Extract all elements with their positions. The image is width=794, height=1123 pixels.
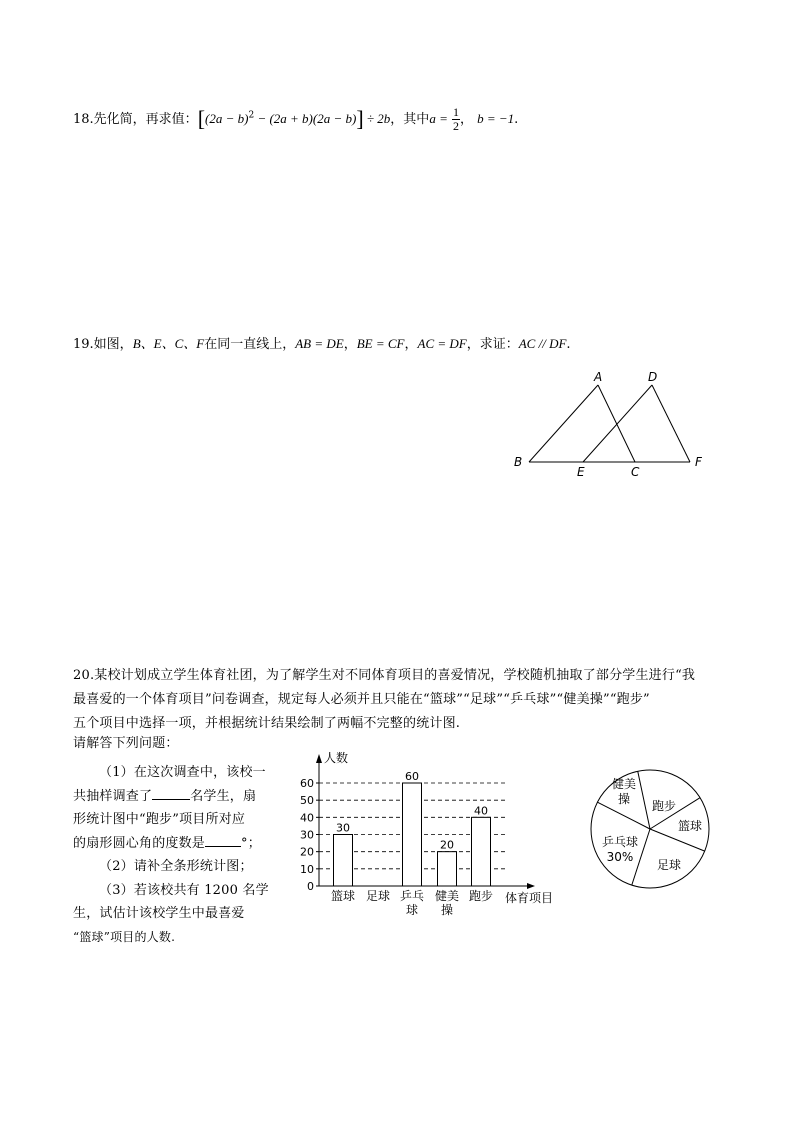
bar-value-label: 60 [405,770,419,783]
q18-prefix: 18.先化简，再求值： [73,112,198,127]
q18-expr-b: − (2a + b)(2a − b) [254,111,357,126]
bar-value-label: 40 [474,804,488,818]
x-axis-arrow [527,883,535,889]
slice-label: 足球 [656,858,682,872]
q18-a-eq: a = [429,111,448,126]
q20-part-1d: 的扇形圆心角的度数是 °； [73,835,261,851]
q20-intro-line-2: 最喜爱的一个体育项目”问卷调查，规定每人必须并且只能在“篮球”“足球”“乒乓球”“健美操”“跑步” [73,692,650,707]
q18-fraction: $\frac{1}{2}$ [452,105,459,133]
segment-df [652,385,690,462]
q20-intro-line-1: 20.某校计划成立学生体育社团，为了解学生对不同体育项目的喜爱情况，学校随机抽取了部分学生进行“我 [73,668,696,683]
q19-prefix: 19.如图， [73,337,133,352]
y-axis-title: 人数 [324,751,349,765]
label-e: E [577,465,585,479]
bar [472,817,491,886]
y-tick-label: 40 [300,811,314,825]
q18-expr-a: (2a − b) [205,111,249,126]
segment-de [583,385,652,462]
slice-label: 健美 [611,777,637,791]
q20-part-3a: （3）若该校共有 1200 名学 [99,882,269,898]
q19-points: B、E、C、F [132,336,205,351]
slice-label: 30% [606,850,634,864]
q18-division: ÷ 2b [363,111,391,126]
bar-value-label: 20 [440,838,454,852]
label-a: A [594,370,603,384]
q19-goal: AC // DF [518,336,567,351]
pie-chart [583,766,718,901]
label-f: F [695,455,702,469]
category-label: 足球 [365,889,391,903]
q18-b-eq: b = −1 [477,111,515,126]
slice-label: 篮球 [677,819,703,833]
bar-chart [290,748,565,923]
q19-cond-3: AC = DF [417,336,467,351]
label-d: D [648,370,658,384]
category-label: 操 [440,903,454,917]
slice-label: 操 [617,792,631,806]
y-tick-label: 30 [300,828,314,842]
q20-part-3c: “篮球”项目的人数. [73,929,176,944]
q20-instruction: 请解答下列问题： [73,736,179,751]
answer-blank-total[interactable] [152,799,190,800]
q19-cond-1: AB = DE [295,336,344,351]
bar [403,783,422,886]
bar [334,835,353,887]
category-label: 球 [405,903,419,917]
y-axis-arrow [316,754,322,763]
y-tick-label: 10 [300,862,314,876]
slice-label: 跑步 [651,799,677,813]
y-tick-label: 20 [300,845,314,859]
bar [438,852,457,886]
q20-part-1a: （1）在这次调查中，该校一 [99,765,266,780]
category-label: 跑步 [468,889,494,903]
q20-part-1c: 形统计图中“跑步”项目所对应 [73,812,246,827]
question-20-intro [73,664,743,756]
question-20-parts [73,761,288,949]
bar-value-label: 30 [336,821,350,835]
q19-cond-2: BE = CF [356,336,405,351]
y-tick-label: 50 [300,794,314,808]
segment-ab [529,385,598,462]
q18-square: 2 [248,110,255,121]
q20-intro-line-3: 五个项目中选择一项，并根据统计结果绘制了两幅不完整的统计图. [73,716,461,731]
slice-label: 乒乓球 [601,835,639,849]
question-19: 19.如图，B、E、C、F在同一直线上，AB = DE，BE = CF，AC = DF，求证：AC // DF. [73,336,571,352]
segment-ac [598,385,635,462]
triangle-figure [505,365,725,485]
category-label: 乒乓 [399,889,425,903]
q20-part-3b: 生，试估计该校学生中最喜爱 [73,906,245,921]
category-label: 篮球 [330,889,356,903]
label-c: C [631,465,640,479]
y-tick-label: 0 [307,880,314,893]
y-tick-label: 60 [300,777,314,790]
answer-blank-angle[interactable] [205,846,241,847]
q20-part-2: （2）请补全条形统计图； [99,859,253,874]
q18-mid: ，其中 [390,112,430,127]
category-label: 健美 [434,889,460,903]
q20-part-1b: 共抽样调查了 名学生，扇 [73,788,257,804]
question-18: 18.先化简，再求值：$[(2a - b)^2 - (2a + b)(2a - b)] \div 2b$，其中a = $\frac{1}{2}$ ， b = −1. [73,105,519,133]
label-b: B [514,455,523,469]
x-axis-title: 体育项目 [505,891,554,905]
